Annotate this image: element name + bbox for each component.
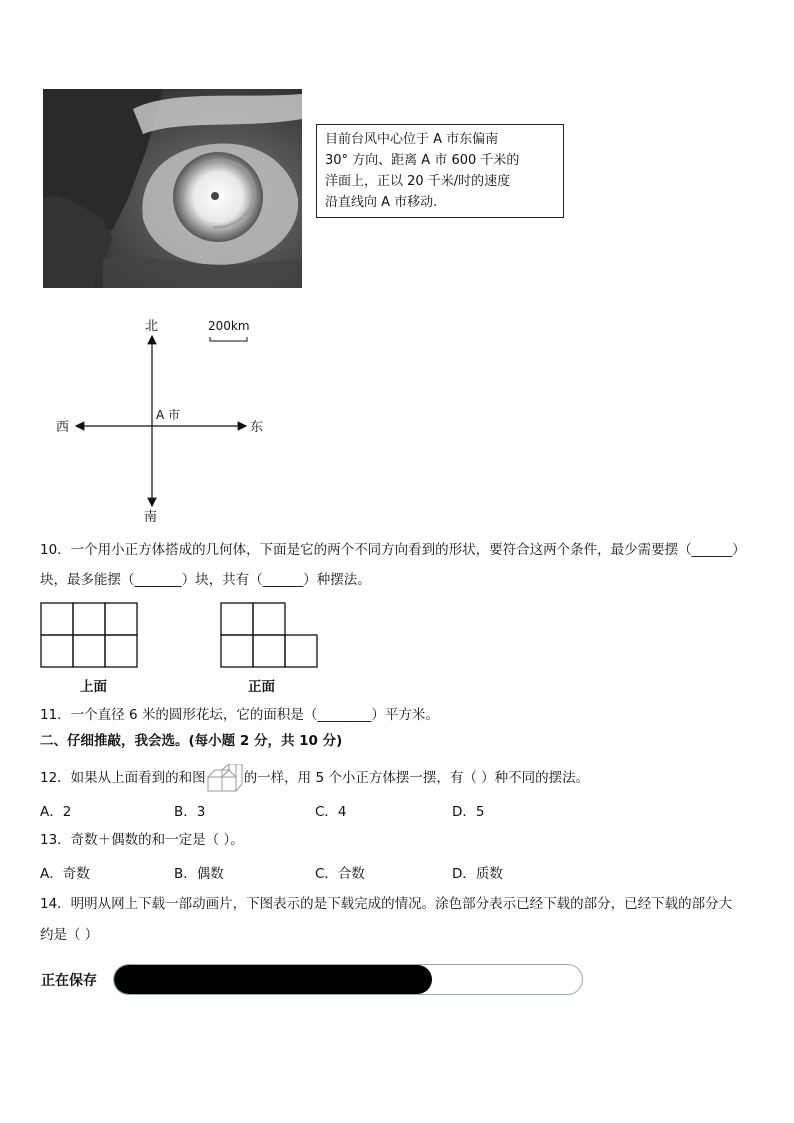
west-label: 西 [56,420,70,435]
views-figure [40,601,340,671]
q14-line2: 约是（ ） [40,927,99,943]
info-line: 沿直线向 A 市移动. [325,195,438,210]
download-progress-bar [113,964,583,995]
cube-figure-icon [207,764,243,792]
q13-text: 13．奇数＋偶数的和一定是（ ）。 [40,832,244,848]
top-view-label: 上面 [80,679,107,695]
q10-line1: 10．一个用小正方体搭成的几何体，下面是它的两个不同方向看到的形状，要符合这两个条件，最少需要摆（______） [40,542,746,558]
q13-option-d[interactable]: D．质数 [452,866,503,882]
q12-text-before: 12．如果从上面看到的和图 [40,770,206,786]
download-progress-fill [114,965,432,994]
typhoon-satellite-image [43,89,302,288]
q13-options [40,862,640,882]
scale-label: 200km [208,319,250,333]
east-label: 东 [250,420,264,435]
q12-options [40,800,640,820]
q14-line1: 14．明明从网上下载一部动画片，下图表示的是下载完成的情况。涂色部分表示已经下载的部分，已经下载的部分大 [40,896,733,912]
compass-diagram [40,310,280,530]
north-label: 北 [145,319,159,334]
q12-option-c[interactable]: C．4 [315,804,347,820]
info-line: 30° 方向、距离 A 市 600 千米的 [325,153,520,168]
q12-option-b[interactable]: B．3 [174,804,206,820]
section2-title: 二、仔细推敲，我会选。(每小题 2 分，共 10 分) [40,733,343,749]
top-view-grid [41,603,137,667]
info-line: 目前台风中心位于 A 市东偏南 [325,132,499,147]
info-line: 洋面上，正以 20 千米/时的速度 [325,174,511,189]
scale-bar [210,337,247,341]
city-a-label: A 市 [156,408,181,422]
q12-text [40,764,589,792]
q13-option-a[interactable]: A．奇数 [40,866,90,882]
q12-text-after: 的一样，用 5 个小正方体摆一摆，有（ ）种不同的摆法。 [243,770,590,786]
q10-line2: 块，最多能摆（_______）块，共有（______）种摆法。 [40,572,371,588]
progress-label: 正在保存 [41,973,97,989]
q11-text: 11．一个直径 6 米的圆形花坛，它的面积是（________）平方米。 [40,707,439,723]
q12-option-d[interactable]: D．5 [452,804,485,820]
q13-option-b[interactable]: B．偶数 [174,866,224,882]
q12-option-a[interactable]: A．2 [40,804,72,820]
front-view-grid [221,603,317,667]
front-view-label: 正面 [248,679,275,695]
south-label: 南 [144,510,158,525]
typhoon-info-box [316,124,564,218]
q13-option-c[interactable]: C．合数 [315,866,365,882]
